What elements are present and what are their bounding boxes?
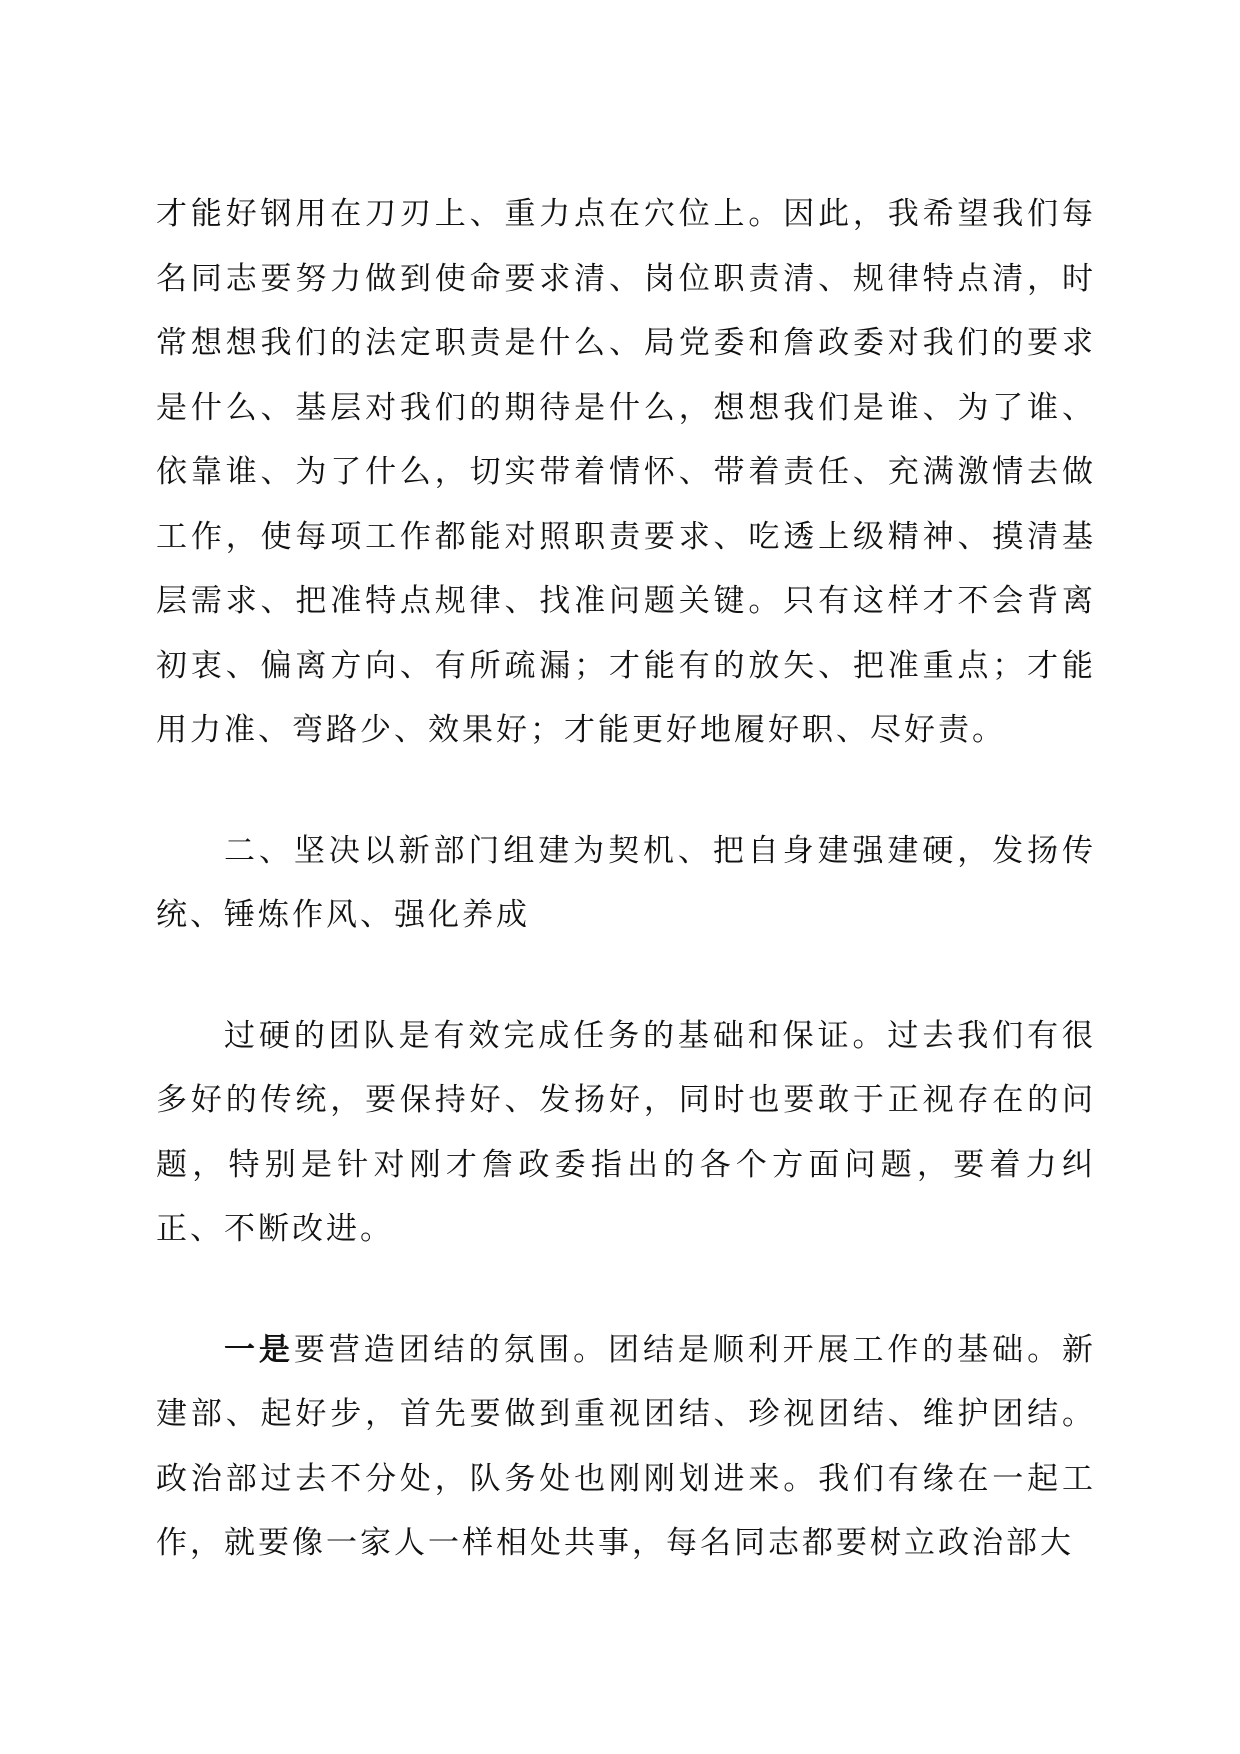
document-body [156, 182, 1096, 1576]
paragraph-point-one [156, 1318, 1096, 1576]
section-heading-two: 二、坚决以新部门组建为契机、把自身建强建硬，发扬传统、锤炼作风、强化养成 [156, 832, 1096, 933]
point-one-text: 要营造团结的氛围。团结是顺利开展工作的基础。新建部、起好步，首先要做到重视团结、珍视团结、维护团结。政治部过去不分处，队务处也刚刚划进来。我们有缘在一起工作，就要像一家人一样相处共事，每名同志都要树立政治部大 [156, 1331, 1097, 1561]
paragraph-strong-team: 过硬的团队是有效完成任务的基础和保证。过去我们有很多好的传统，要保持好、发扬好，同时也要敢于正视存在的问题，特别是针对刚才詹政委指出的各个方面问题，要着力纠正、不断改进。 [156, 1017, 1096, 1247]
paragraph-duty-clarity: 才能好钢用在刀刃上、重力点在穴位上。因此，我希望我们每名同志要努力做到使命要求清、岗位职责清、规律特点清，时常想想我们的法定职责是什么、局党委和詹政委对我们的要求是什么、基层对我们的期待是什么，想想我们是谁、为了谁、依靠谁、为了什么，切实带着情怀、带着责任、充满激情去做工作，使每项工作都能对照职责要求、吃透上级精神、摸清基层需求、把准特点规律、找准问题关键。只有这样才不会背离初衷、偏离方向、有所疏漏；才能有的放矢、把准重点；才能用力准、弯路少、效果好；才能更好地履好职、尽好责。 [156, 196, 1096, 748]
point-one-lead: 一是 [224, 1331, 294, 1368]
